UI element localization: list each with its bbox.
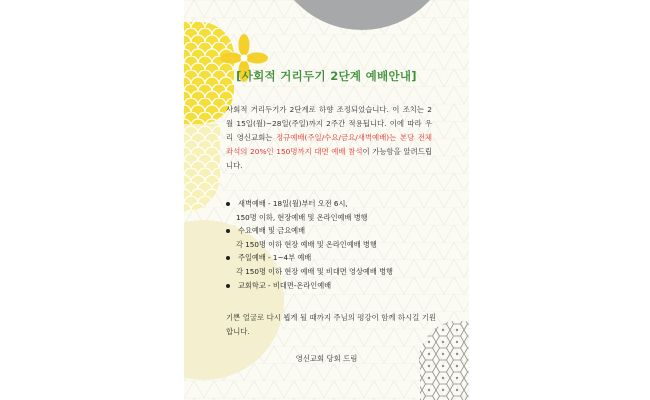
- bullet-icon: [226, 256, 230, 260]
- list-item: 새벽예배 - 18일(월)부터 오전 6시,: [226, 197, 441, 211]
- intro-text-end: 이 가능함을 알려드립니다.: [226, 147, 432, 170]
- closing-paragraph: 기쁜 얼굴로 다시 뵙게 될 때까지 주님의 평강이 함께 하시길 기원합니다.: [226, 313, 436, 336]
- bullet-icon: [226, 284, 230, 288]
- service-list: [226, 197, 441, 292]
- list-item: 각 150명 이하 현장 예배 및 비대면 영상예배 병행: [236, 266, 393, 276]
- list-item: 교회학교 - 비대면-온라인예배: [226, 279, 441, 293]
- list-item: 수요예배 및 금요예배: [226, 224, 441, 238]
- intro-highlight: 정규예배(주일/수요/금요/새벽예배)는 본당 전체 좌석의 20%인 150명까지 대면 예배 참석: [226, 133, 432, 156]
- list-item: 각 150명 이하 현장 예배 및 온라인예배 병행: [236, 239, 377, 249]
- notice-poster: [184, 0, 469, 400]
- signature: 영신교회 당회 드림: [295, 354, 358, 363]
- intro-paragraph: [226, 103, 432, 173]
- list-item: 150명 이하, 현장예배 및 온라인예배 병행: [236, 212, 368, 222]
- bullet-icon: [226, 202, 230, 206]
- bullet-icon: [226, 229, 230, 233]
- list-item: 주일예배 - 1~4부 예배: [226, 251, 441, 265]
- page-title: [사회적 거리두기 2단계 예배안내]: [236, 69, 417, 83]
- intro-text: 사회적 거리두기가 2단계로 하향 조정되었습니다. 이 조치는 2월 15일(월)~28일(주일)까지 2주간 적용됩니다. 이에 따라 우리 영신교회는: [226, 105, 432, 142]
